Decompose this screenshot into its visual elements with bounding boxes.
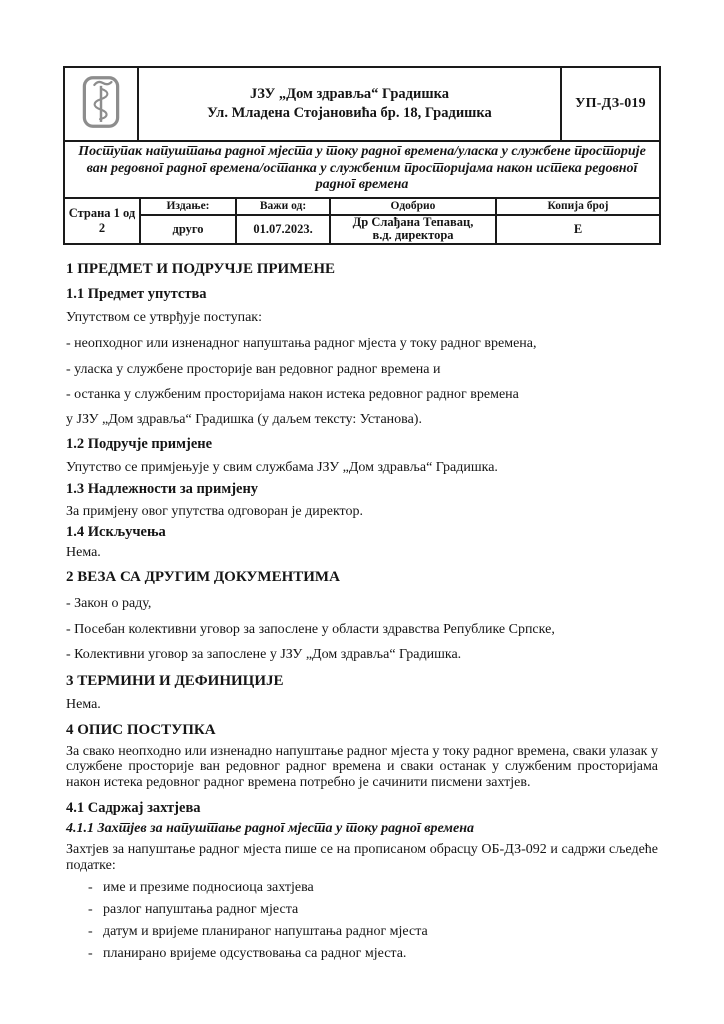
page-number-label: Страна 1 од 2	[68, 205, 136, 235]
document-body	[66, 262, 658, 962]
section-1-3-text: За примјену овог упутства одговоран је директор.	[66, 503, 363, 519]
approver-title: в.д. директора	[372, 228, 454, 242]
section-1-1-item: - уласка у службене просторије ван редовног радног времена и	[66, 361, 441, 377]
section-4-1-1-heading: 4.1.1 Захтјев за напуштање радног мјеста у току радног времена	[66, 821, 474, 836]
section-1-1-intro: Упутством се утврђује поступак:	[66, 309, 262, 325]
valid-from-value: 01.07.2023.	[235, 216, 329, 243]
section-2-item: - Закон о раду,	[66, 595, 152, 611]
list-item	[66, 880, 658, 895]
section-3-text: Нема.	[66, 696, 101, 712]
section-1-4-text: Нема.	[66, 544, 101, 560]
list-item	[66, 902, 658, 917]
organization-cell	[139, 68, 560, 140]
edition-label: Издање:	[139, 199, 235, 216]
logo-cell	[65, 68, 139, 140]
section-1-1-heading: 1.1 Предмет упутства	[66, 285, 207, 302]
bullet-dash: -	[88, 924, 93, 939]
section-4-1-1-text: Захтјев за напуштање радног мјеста пише се на прописаном обрасцу ОБ-ДЗ-092 и садржи сљедеће податке:	[66, 842, 658, 873]
approved-by-value	[329, 216, 495, 243]
copy-number-value: Е	[495, 216, 659, 243]
list-item	[66, 924, 658, 939]
organization-name: ЈЗУ „Дом здравља“ Градишка	[250, 86, 449, 102]
approved-by-label: Одобрио	[329, 199, 495, 216]
valid-from-label: Важи од:	[235, 199, 329, 216]
section-1-4-heading: 1.4 Искључења	[66, 523, 166, 540]
list-item-text: разлог напуштања радног мјеста	[103, 902, 299, 917]
list-item-text: планирано вријеме одсуствовања са радног мјеста.	[103, 946, 407, 961]
section-1-heading: 1 ПРЕДМЕТ И ПОДРУЧЈЕ ПРИМЕНЕ	[66, 260, 336, 277]
header-org-row	[65, 68, 659, 142]
section-4-1-heading: 4.1 Садржај захтјева	[66, 800, 201, 816]
list-item	[66, 946, 658, 961]
section-3-heading: 3 ТЕРМИНИ И ДЕФИНИЦИЈЕ	[66, 672, 284, 689]
list-item-text: датум и вријеме планираног напуштања радног мјеста	[103, 924, 428, 939]
approver-name: Др Слађана Тепавац,	[352, 215, 474, 229]
organization-address: Ул. Младена Стојановића бр. 18, Градишка	[207, 105, 492, 121]
section-1-2-heading: 1.2 Подручје примјене	[66, 435, 213, 452]
edition-value: друго	[139, 216, 235, 243]
section-1-3-heading: 1.3 Надлежности за примјену	[66, 480, 259, 497]
section-4-text: За свако неопходно или изненадно напуштање радног мјеста у току радног времена, сваки улазак у службене просторије ван редовног радног времена и сваки останак у службеним просторијама након истека редовног радног времена потребно је сачинити писмени захтјев.	[66, 743, 658, 790]
list-item-text: име и презиме подносиоца захтјева	[103, 880, 314, 895]
asclepius-staff-icon	[82, 75, 120, 134]
section-2-item: - Посебан колективни уговор за запослене у области здравства Републике Српске,	[66, 621, 555, 637]
bullet-dash: -	[88, 902, 93, 917]
section-2-item: - Колективни уговор за запослене у ЈЗУ „Дом здравља“ Градишка.	[66, 646, 462, 662]
copy-number-label: Копија број	[495, 199, 659, 216]
bullet-dash: -	[88, 946, 93, 961]
section-2-heading: 2 ВЕЗА СА ДРУГИМ ДОКУМЕНТИМА	[66, 568, 340, 585]
document-meta-table	[65, 199, 659, 243]
bullet-dash: -	[88, 880, 93, 895]
section-4-heading: 4 ОПИС ПОСТУПКА	[66, 721, 216, 738]
section-1-1-outro: у ЈЗУ „Дом здравља“ Градишка (у даљем тексту: Установа).	[66, 411, 422, 427]
section-1-1-item: - неопходног или изненадног напуштања радног мјеста у току радног времена,	[66, 335, 537, 351]
section-1-2-text: Упутство се примјењује у свим службама ЈЗУ „Дом здравља“ Градишка.	[66, 459, 498, 475]
section-1-1-item: - останка у службеним просторијама након истека редовног радног времена	[66, 386, 519, 402]
document-code: УП-ДЗ-019	[560, 68, 659, 140]
document-header-table	[63, 66, 661, 245]
document-title: Поступак напуштања радног мјеста у току радног времена/уласка у службене просторије ван редовног радног времена/останка у службеним просторијама након истека редовног радног времена	[65, 142, 659, 199]
section-4-1-1-bullet-list	[66, 880, 658, 961]
